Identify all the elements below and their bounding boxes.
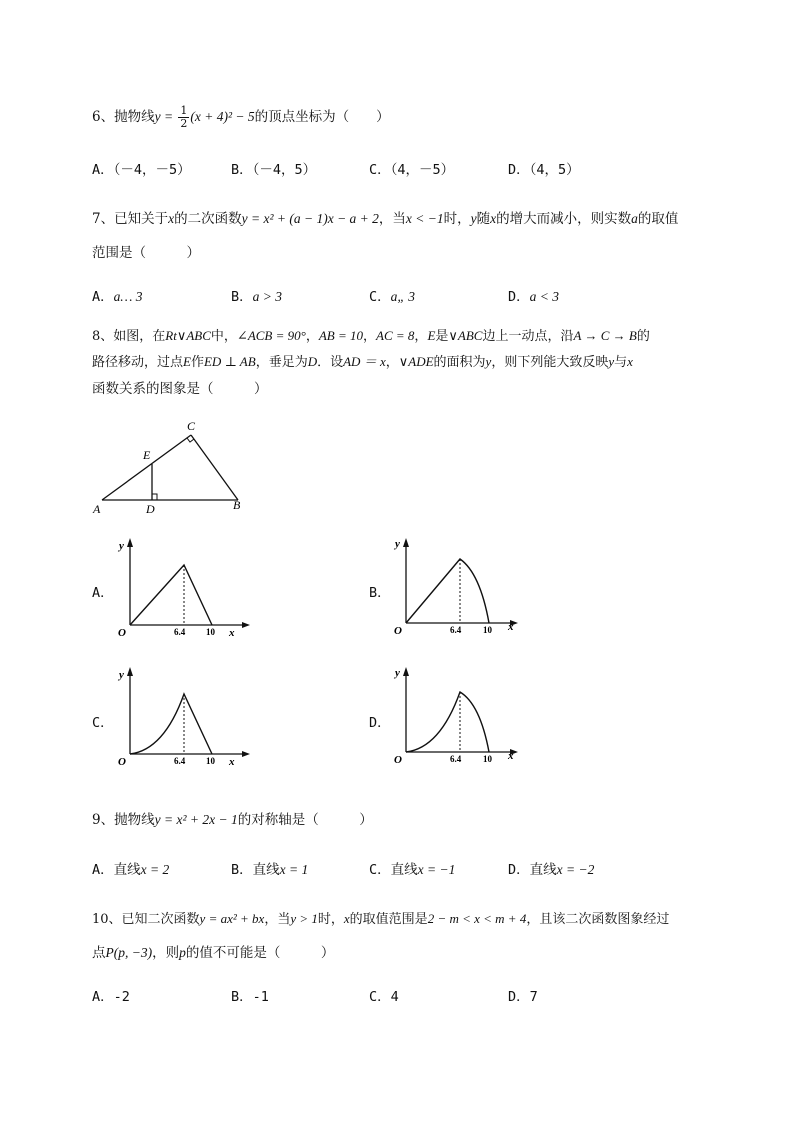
- x-label: x: [508, 621, 514, 633]
- q8-option-d-graph[interactable]: [388, 662, 528, 772]
- q8-option-a-graph[interactable]: [112, 533, 252, 643]
- x-label: x: [229, 756, 235, 768]
- question-7-stem-line2: 范围是（ ）: [92, 245, 200, 261]
- q6-option-d[interactable]: D．（4，5）: [508, 162, 580, 178]
- right-angle-d: [152, 494, 157, 500]
- label-e: E: [143, 448, 151, 462]
- fraction-one-half: $\frac{1}{2}$: [180, 104, 188, 130]
- origin-label: O: [118, 756, 126, 768]
- q8-option-b-graph[interactable]: [388, 533, 528, 643]
- question-7-stem-line1: 7、已知关于x的二次函数y = x² + (a − 1)x − a + 2，当x < −1时，y随x的增大而减小，则实数a的取值: [92, 211, 679, 227]
- y-axis-arrow: [127, 538, 133, 547]
- triangle-figure: [90, 415, 260, 515]
- curve: [406, 692, 489, 752]
- question-10-stem-line1: 10、已知二次函数y = ax² + bx，当y > 1时，x的取值范围是2 − m < x < m + 4，且该二次函数图象经过: [92, 911, 670, 927]
- y-label: y: [395, 538, 400, 550]
- q7-option-d[interactable]: D．a < 3: [508, 289, 560, 305]
- q7-option-b[interactable]: B．a > 3: [231, 289, 283, 305]
- question-8-stem-line3: 函数关系的图象是（ ）: [92, 381, 268, 397]
- curve: [130, 565, 212, 625]
- q7-option-a[interactable]: A．a… 3: [92, 289, 143, 305]
- y-axis-arrow: [403, 667, 409, 676]
- question-6-stem: 6、抛物线y = $\frac{1}{2}$ (x + 4)² − 5的顶点坐标为（ ）: [92, 104, 390, 130]
- tick-10: 10: [206, 627, 215, 637]
- tick-6-4: 6.4: [174, 627, 186, 637]
- label-a: A: [93, 502, 101, 515]
- label-d: D: [146, 502, 155, 515]
- x-label: x: [229, 627, 235, 639]
- q6-option-a[interactable]: A．（－4，－5）: [92, 162, 191, 178]
- q8-option-c-graph[interactable]: [112, 662, 252, 772]
- q7-option-c[interactable]: C．a„ 3: [369, 289, 416, 305]
- q8-option-b-label[interactable]: B．: [369, 585, 391, 601]
- curve: [406, 559, 489, 623]
- tick-6-4: 6.4: [450, 754, 462, 764]
- question-9-stem: 9、抛物线y = x² + 2x − 1的对称轴是（ ）: [92, 812, 373, 828]
- y-label: y: [119, 669, 124, 681]
- tick-6-4: 6.4: [450, 625, 462, 635]
- label-b: B: [233, 498, 241, 512]
- tick-6-4: 6.4: [174, 756, 186, 766]
- tick-10: 10: [483, 754, 492, 764]
- origin-label: O: [118, 627, 126, 639]
- q8-option-d-label[interactable]: D．: [369, 715, 391, 731]
- y-label: y: [395, 667, 400, 679]
- q10-option-d[interactable]: D．7: [508, 989, 538, 1005]
- q6-option-b[interactable]: B．（－4，5）: [231, 162, 317, 178]
- label-c: C: [187, 419, 196, 433]
- q10-option-b[interactable]: B．-1: [231, 989, 269, 1005]
- y-axis-arrow: [127, 667, 133, 676]
- origin-label: O: [394, 625, 402, 637]
- x-axis-arrow: [242, 751, 250, 757]
- y-label: y: [119, 540, 124, 552]
- question-8-stem-line1: 8、如图，在Rt∨ABC中，∠ACB = 90°，AB = 10，AC = 8，E是∨ABC边上一动点，沿A → C → B的: [92, 328, 650, 344]
- q10-option-c[interactable]: C．4: [369, 989, 399, 1005]
- side-ac: [102, 435, 191, 500]
- q9-option-a[interactable]: A．直线x = 2: [92, 862, 170, 878]
- tick-10: 10: [206, 756, 215, 766]
- q9-option-b[interactable]: B．直线x = 1: [231, 862, 309, 878]
- q9-option-d[interactable]: D．直线x = −2: [508, 862, 595, 878]
- tick-10: 10: [483, 625, 492, 635]
- curve: [130, 694, 212, 754]
- x-label: x: [508, 750, 514, 762]
- origin-label: O: [394, 754, 402, 766]
- q10-option-a[interactable]: A．-2: [92, 989, 130, 1005]
- question-10-stem-line2: 点P(p, −3)，则p的值不可能是（ ）: [92, 945, 335, 961]
- q8-option-c-label[interactable]: C．: [92, 715, 114, 731]
- x-axis-arrow: [242, 622, 250, 628]
- y-axis-arrow: [403, 538, 409, 547]
- q9-option-c[interactable]: C．直线x = −1: [369, 862, 456, 878]
- q8-option-a-label[interactable]: A．: [92, 585, 114, 601]
- q6-option-c[interactable]: C．（4，－5）: [369, 162, 455, 178]
- side-cb: [191, 435, 238, 500]
- question-8-stem-line2: 路径移动，过点E作ED ⊥ AB，垂足为D．设AD ＝ x，∨ADE的面积为y，则下列能大致反映y与x: [92, 354, 633, 370]
